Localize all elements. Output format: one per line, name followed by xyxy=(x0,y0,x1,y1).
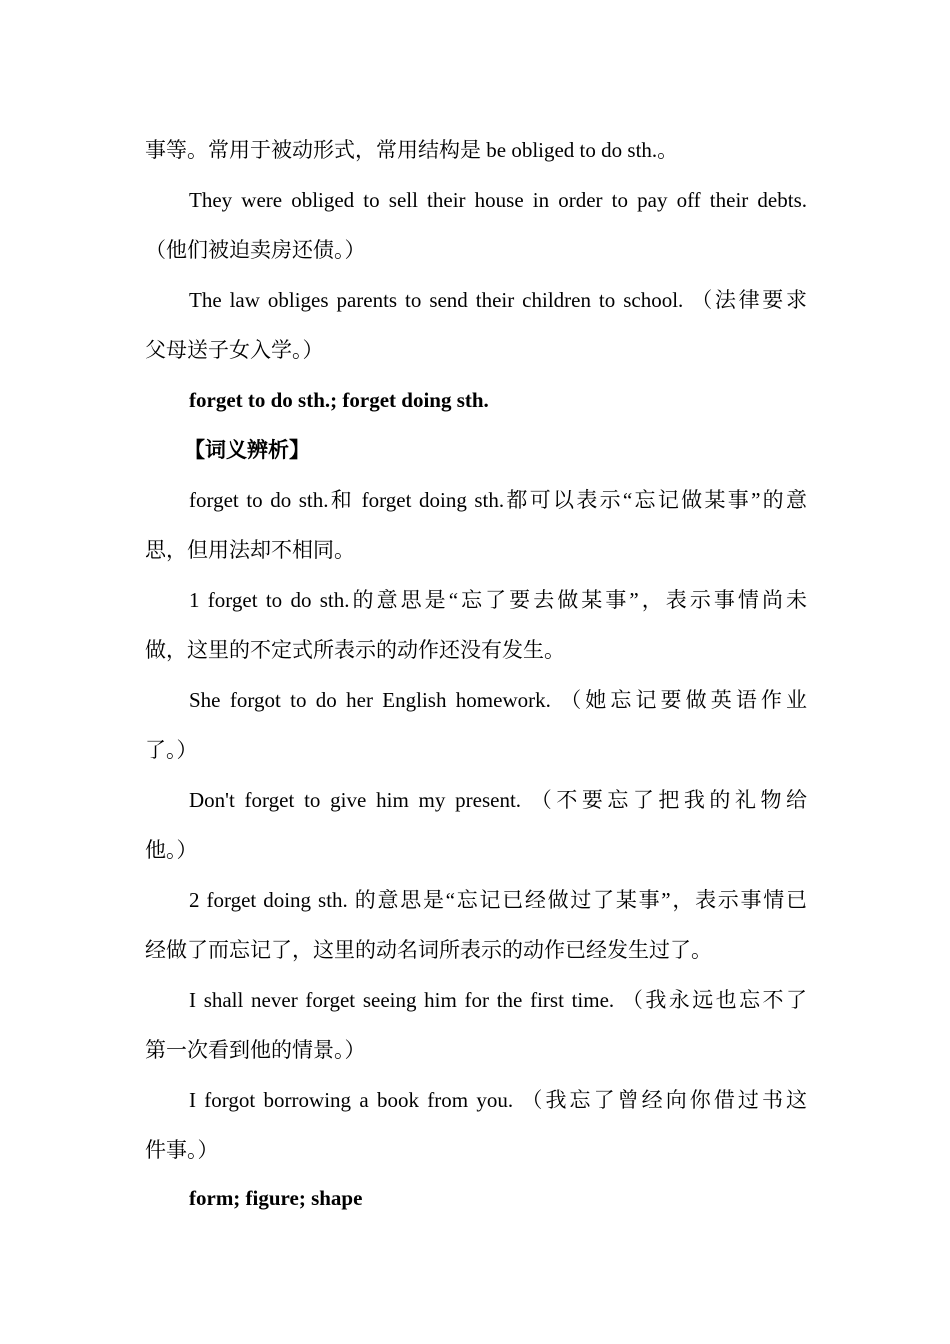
translation-line: （他们被迫卖房还债。） xyxy=(145,238,366,262)
translation-line: 他。） xyxy=(145,838,198,862)
example-sentence: They were obliged to sell their house in order to pay off their debts. xyxy=(189,188,807,212)
translation-line: 父母送子女入学。） xyxy=(145,338,324,362)
example-sentence: I shall never forget seeing him for the first time. （我永远也忘不了 xyxy=(189,988,807,1012)
example-sentence: Don't forget to give him my present. （不要忘了把我的礼物给 xyxy=(189,788,807,812)
section-heading: forget to do sth.; forget doing sth. xyxy=(189,388,489,412)
text-line: 事等。常用于被动形式，常用结构是 be obliged to do sth.。 xyxy=(145,138,679,162)
section-subheading: 【词义辨析】 xyxy=(184,438,310,462)
text-line: 做，这里的不定式所表示的动作还没有发生。 xyxy=(145,638,565,662)
section-heading: form; figure; shape xyxy=(189,1186,363,1210)
translation-line: 了。） xyxy=(145,738,198,762)
example-sentence: She forgot to do her English homework. （她忘记要做英语作业 xyxy=(189,688,807,712)
translation-line: 第一次看到他的情景。） xyxy=(145,1038,366,1062)
text-line: 1 forget to do sth.的意思是“忘了要去做某事”，表示事情尚未 xyxy=(189,588,807,612)
text-line: 思，但用法却不相同。 xyxy=(145,538,355,562)
text-line: forget to do sth.和 forget doing sth.都可以表示“忘记做某事”的意 xyxy=(189,488,807,512)
example-sentence: I forgot borrowing a book from you. （我忘了曾经向你借过书这 xyxy=(189,1088,807,1112)
text-line: 经做了而忘记了，这里的动名词所表示的动作已经发生过了。 xyxy=(145,938,712,962)
text-line: 2 forget doing sth. 的意思是“忘记已经做过了某事”，表示事情已 xyxy=(189,888,807,912)
example-sentence: The law obliges parents to send their children to school. （法律要求 xyxy=(189,288,807,312)
translation-line: 件事。） xyxy=(145,1138,219,1162)
